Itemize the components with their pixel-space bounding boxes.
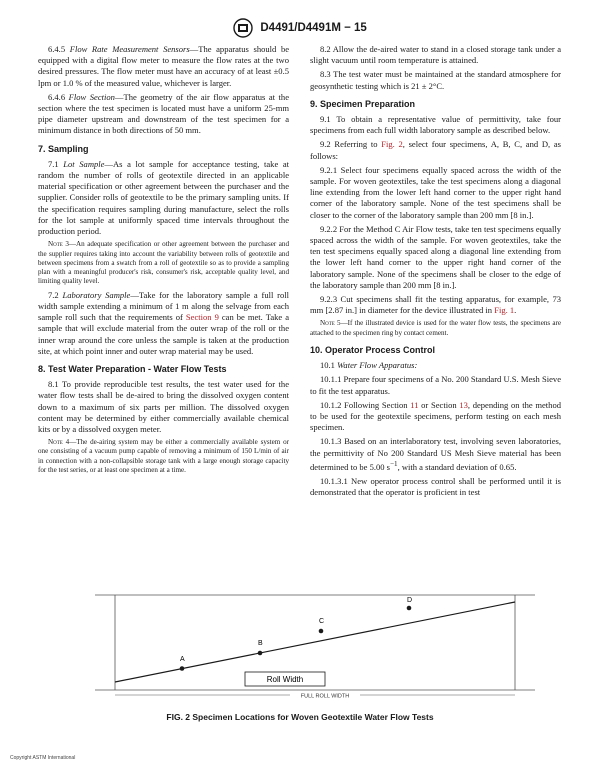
specimen-location-figure [95, 590, 535, 705]
heading-operator-process-control: 10. Operator Process Control [310, 345, 436, 356]
note-4: Note 4—The de-airing system may be either a commercially available system or one consisting of a vacuum pump capable of removing a minimum of 150 L/min of air in connection with a non-collapsible storage tank with a large enough storage capacity for the test series, or at least one specimen at a time. [38, 438, 289, 475]
note-3: Note 3—An adequate specification or other agreement between the purchaser and the supplier requires taking into account the variability between rolls of geotextile and between specimens from a swatch from a roll of geotextile so as to provide a sampling plan with a meaningful producer's risk, consumer's risk, acceptable quality level, and limiting quality level. [38, 240, 289, 286]
section-9-2: 9.2 Referring to Fig. 2, select four specimens, A, B, C, and D, as follows: [310, 139, 561, 161]
section-7-1: 7.1 Lot Sample—As a lot sample for acceptance testing, take at random the number of rolls of geotextile directed in an applicable material specification or other agreement between the purchaser and the supplier. Consider rolls of geotextile to be the primary sampling units. If the specification requires sampling during manufacture, select the rolls for the lot sample at uniformly spaced time intervals throughout the production period. [38, 158, 289, 237]
section-10-1-3-1: 10.1.3.1 New operator process control shall be performed until it is demonstrated that the operator is proficient in test [310, 475, 561, 498]
specimen-c-label: C [319, 618, 325, 625]
section-9-1: 9.1 To obtain a representative value of permittivity, take four specimens from each full width laboratory sample as described below. [310, 114, 561, 136]
section-9-2-3: 9.2.3 Cut specimens shall fit the testing apparatus, for example, 73 mm [2.87 in.] in diameter for the device illustrated in Fig. 1. [310, 294, 561, 316]
specimen-d-label: D [407, 597, 413, 604]
specimen-b-marker [258, 651, 263, 656]
section-13-link[interactable]: 13 [459, 399, 468, 410]
specimen-b-label: B [258, 640, 263, 647]
document-header [0, 18, 600, 38]
full-roll-width-label: FULL ROLL WIDTH [300, 693, 350, 700]
section-10-1-2: 10.1.2 Following Section 11 or Section 13, depending on the method to be used for the geotextile specimens, perform testing on each mesh specimen. [310, 399, 561, 433]
specimen-a-label: A [180, 656, 185, 663]
fig-1-link[interactable]: Fig. 1 [494, 305, 515, 316]
specimen-d-marker [407, 606, 412, 611]
section-10-1-1: 10.1.1 Prepare four specimens of a No. 200 Standard U.S. Mesh Sieve to fit the test apparatus. [310, 374, 561, 396]
copyright-footer: Copyright ASTM International [10, 755, 76, 761]
document-designation: D4491/D4491M − 15 [260, 22, 367, 35]
diagonal-line [115, 602, 515, 682]
figure-caption: FIG. 2 Specimen Locations for Woven Geotextile Water Flow Tests [166, 712, 434, 722]
heading-sampling: 7. Sampling [38, 143, 89, 154]
section-8-3: 8.3 The test water must be maintained at the standard atmosphere for geosynthetic testing which is 21 ± 2°C. [310, 69, 561, 91]
section-11-link[interactable]: 11 [410, 399, 419, 410]
right-column [310, 44, 561, 501]
roll-width-label: Roll Width [266, 675, 304, 684]
section-6-4-5: 6.4.5 Flow Rate Measurement Sensors—The apparatus should be equipped with a digital flow meter to measure the flow rates at the two desired pressures. The flow meter must have an accuracy of at least ±0.5 lpm or 1.0 % of the measured value, whichever is larger. [38, 44, 290, 88]
section-9-2-1: 9.2.1 Select four specimens equally spaced across the width of the sample. For woven geotextiles, take the test specimens along a diagonal line extending from the lower left hand corner to the upper right hand corner of the laboratory sample. None of the test specimens shall be closer to the corner of the laboratory sample than 200 mm [8 in.]. [310, 164, 561, 220]
specimen-a-marker [180, 666, 185, 671]
astm-logo-icon [233, 18, 253, 38]
heading-specimen-preparation: 9. Specimen Preparation [310, 98, 416, 109]
section-8-1: 8.1 To provide reproducible test results, the test water used for the water flow tests shall be de-aired to bring the dissolved oxygen content down to a maximum of six parts per million. The dissolved oxygen content may be determined by either commercially available chemical kits or by a dissolved oxygen meter. [38, 379, 289, 434]
section-7-2: 7.2 Laboratory Sample—Take for the laboratory sample a full roll width sample extending a minimum of 1 m along the selvage from each sample roll such that the requirements of Section 9 can be met. Take a sample that will exclude material from the outer wrap of the roll or the inner wrap around the core unless the sample is taken at the production site, at which point inner and outer wrap material may be used. [38, 289, 289, 356]
left-column [38, 44, 289, 478]
section-6-4-6: 6.4.6 Flow Section—The geometry of the air flow apparatus at the section where the test specimen is located must have a uniform 25-mm pipe diameter upstream and downstream of the test specimen for a minimum distance in both directions of 50 mm. [38, 91, 289, 136]
specimen-c-marker [319, 629, 324, 634]
heading-test-water: 8. Test Water Preparation - Water Flow Tests [38, 363, 227, 374]
fig-2-link[interactable]: Fig. 2 [381, 139, 403, 150]
section-8-2: 8.2 Allow the de-aired water to stand in a closed storage tank under a slight vacuum until room temperature is attained. [310, 44, 561, 66]
section-10-1-3: 10.1.3 Based on an interlaboratory test, involving seven laboratories, the permittivity of No 200 Standard US Mesh Sieve material has been determined to be 5.00 $s^{-1}$, with a standard deviation of 0.65. [310, 436, 561, 472]
section-10-1: 10.1 Water Flow Apparatus: [320, 360, 418, 371]
section-9-2-2: 9.2.2 For the Method C Air Flow tests, take ten test specimens equally spaced across the width of the sample. For woven geotextiles, take the ten test specimens equally spaced along a diagonal line extending from the lower left hand corner to the upper right hand corner of the laboratory sample. None of the specimens shall be closer to the edge of the laboratory sample than 200 mm [8 in.]. [310, 223, 561, 290]
section-9-link[interactable]: Section 9 [185, 312, 219, 323]
note-5: Note 5—If the illustrated device is used for the water flow tests, the specimens are attached to the specimen ring by contact cement. [310, 319, 561, 337]
